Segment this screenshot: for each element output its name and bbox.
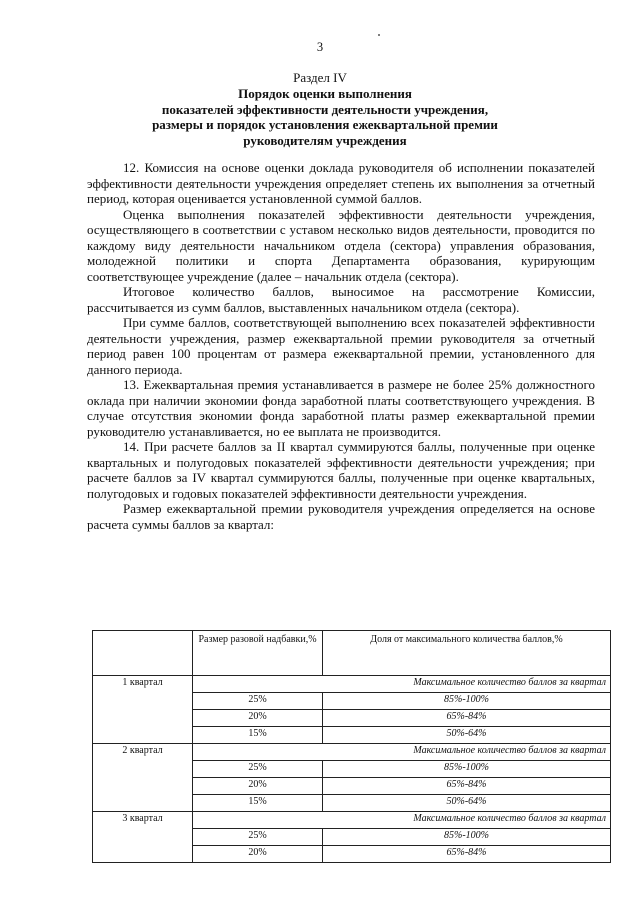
bonus-cell: 15% xyxy=(193,795,323,812)
heading-line: руководителям учреждения xyxy=(243,132,407,148)
paragraph-evaluation: Оценка выполнения показателей эффективности деятельности учреждения, осуществляющего в соответствии с уставом несколько видов деятельности, проводится по каждому виду деятельности начальником отдела (сектора) управления образования, молодежной политики и спорта Департамента образования, курирующим соответствующее учреждение (далее – начальник отдела (сектора). xyxy=(87,206,595,284)
share-cell: 65%-84% xyxy=(323,710,611,727)
heading-line: размеры и порядок установления ежеквартальной премии xyxy=(152,117,498,132)
bonus-cell: 25% xyxy=(193,761,323,778)
paragraph-12: 12. Комиссия на основе оценки доклада руководителя об исполнении показателей эффективности деятельности учреждения определяет степень их выполнения за отчетный период, которая оценивается установленной суммой баллов. xyxy=(87,160,595,206)
heading-line: Порядок оценки выполнения xyxy=(238,86,412,101)
bonus-cell: 20% xyxy=(193,846,323,863)
quarter-cell: 3 квартал xyxy=(93,812,193,863)
bonus-cell: 20% xyxy=(193,710,323,727)
scan-speck xyxy=(378,34,380,36)
bonus-cell: 15% xyxy=(193,727,323,744)
bonus-cell: 25% xyxy=(193,829,323,846)
paragraph-14: 14. При расчете баллов за II квартал суммируются баллы, полученные при оценке квартальных и полугодовых показателей эффективности деятельности учреждения; при расчете баллов за IV квартал суммируются баллы, полученные при оценке квартальных, полугодовых и годовых показателей эффективности деятельности учреждения. xyxy=(87,439,595,501)
section-label: Раздел IV xyxy=(293,70,347,85)
table-row xyxy=(93,676,611,693)
share-cell: 85%-100% xyxy=(323,693,611,710)
table-header-cell: Размер разовой надбавки,% xyxy=(193,631,323,676)
table-header-row xyxy=(93,631,611,676)
share-cell: 85%-100% xyxy=(323,761,611,778)
table-header-cell xyxy=(93,631,193,676)
quarter-cell: 2 квартал xyxy=(93,744,193,812)
page-number: 3 xyxy=(316,40,324,54)
table-header-cell: Доля от максимального количества баллов,% xyxy=(323,631,611,676)
quarter-cell: 1 квартал xyxy=(93,676,193,744)
bonus-cell: 25% xyxy=(193,693,323,710)
table-row xyxy=(93,812,611,829)
paragraph-total-score: Итоговое количество баллов, выносимое на рассмотрение Комиссии, рассчитывается из сумм баллов, выставленных начальником отдела (сектора). xyxy=(87,284,595,315)
share-cell: 65%-84% xyxy=(323,778,611,795)
paragraph-13: 13. Ежеквартальная премия устанавливается в размере не более 25% должностного оклада при наличии экономии фонда заработной платы соответствующего учреждения. В случае отсутствия экономии фонда заработной платы размер ежеквартальной премии руководителю устанавливается, но ее выплата не производится. xyxy=(87,377,595,439)
table-row xyxy=(93,744,611,761)
share-cell: 50%-64% xyxy=(323,795,611,812)
paragraph-full-score: При сумме баллов, соответствующей выполнению всех показателей эффективности деятельности учреждения, размер ежеквартальной премии руководителя за отчетный период равен 100 процентам от размера ежеквартальной премии, установленного для данного периода. xyxy=(87,315,595,377)
bonus-table xyxy=(92,630,611,863)
max-score-cell: Максимальное количество баллов за квартал xyxy=(193,744,611,761)
section-heading xyxy=(80,86,570,148)
share-cell: 50%-64% xyxy=(323,727,611,744)
max-score-cell: Максимальное количество баллов за квартал xyxy=(193,676,611,693)
share-cell: 85%-100% xyxy=(323,829,611,846)
document-body xyxy=(87,160,595,532)
heading-line: показателей эффективности деятельности учреждения, xyxy=(161,101,489,117)
max-score-cell: Максимальное количество баллов за квартал xyxy=(193,812,611,829)
paragraph-bonus-size: Размер ежеквартальной премии руководителя учреждения определяется на основе расчета суммы баллов за квартал: xyxy=(87,501,595,532)
share-cell: 65%-84% xyxy=(323,846,611,863)
bonus-cell: 20% xyxy=(193,778,323,795)
